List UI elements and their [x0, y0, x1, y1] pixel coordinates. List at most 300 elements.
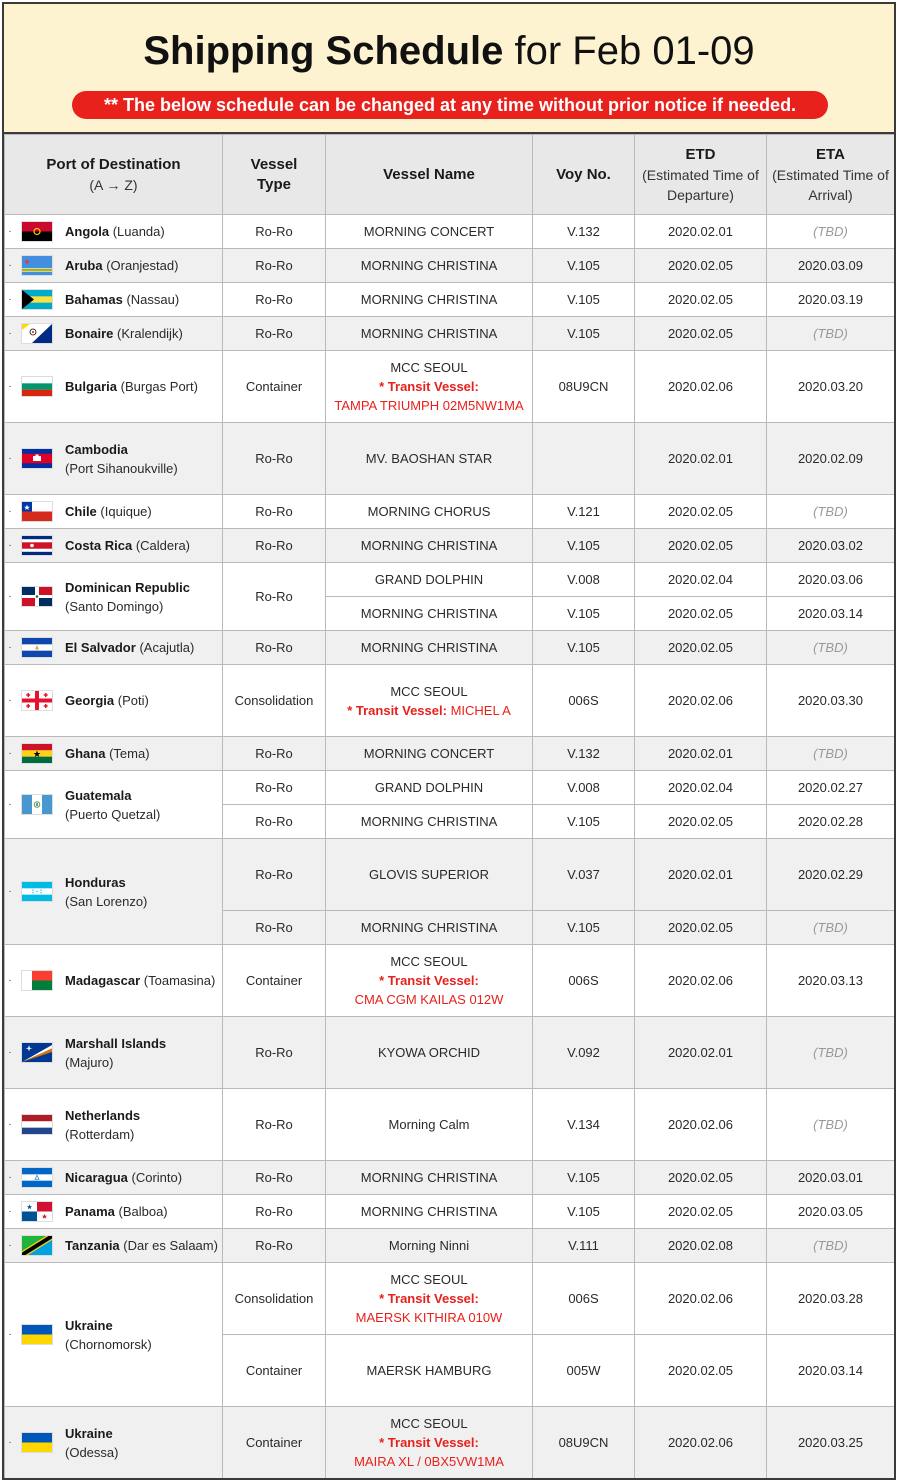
vessel-name [326, 665, 533, 737]
country-name: Honduras [65, 874, 126, 890]
bullet: · [8, 381, 12, 392]
vessel-name [326, 249, 533, 283]
table-row [5, 631, 895, 665]
vessel-name [326, 1161, 533, 1195]
transit-vessel [347, 703, 511, 718]
voyage-number: V.105 [533, 249, 635, 283]
city-name: (Poti) [117, 693, 149, 708]
bullet: · [8, 328, 12, 339]
eta-date [767, 1089, 895, 1161]
etd-date: 2020.02.05 [635, 249, 767, 283]
eta-date [767, 317, 895, 351]
vessel-main: MORNING CHRISTINA [360, 1170, 498, 1185]
port-cell [5, 215, 223, 249]
port-name [65, 638, 194, 657]
vessel-type: Ro-Ro [223, 911, 326, 945]
page-title [4, 28, 894, 74]
transit-name: MICHEL A [450, 702, 511, 718]
city-name: (Toamasina) [143, 973, 216, 988]
vessel-main: KYOWA ORCHID [377, 1045, 481, 1060]
port-cell [5, 249, 223, 283]
bullet: · [8, 1172, 12, 1183]
eta-date: 2020.03.30 [767, 665, 895, 737]
etd-date: 2020.02.05 [635, 1195, 767, 1229]
etd-date: 2020.02.05 [635, 1161, 767, 1195]
etd-date: 2020.02.04 [635, 771, 767, 805]
vessel-name [326, 1407, 533, 1479]
table-row [5, 1161, 895, 1195]
madagascar-flag-icon [21, 970, 53, 991]
eta-tbd: (TBD) [813, 640, 848, 655]
vessel-type: Ro-Ro [223, 283, 326, 317]
table-row [5, 1195, 895, 1229]
port-cell [5, 737, 223, 771]
notice-banner: ** The below schedule can be changed at any time without prior notice if needed. [72, 91, 828, 119]
vessel-main: GRAND DOLPHIN [374, 572, 484, 587]
city-name: (Nassau) [126, 292, 180, 307]
port-name [65, 256, 178, 275]
eta-date: 2020.03.20 [767, 351, 895, 423]
vessel-name [326, 317, 533, 351]
vessel-name [326, 737, 533, 771]
voyage-number: 006S [533, 945, 635, 1017]
city-name: (Balboa) [118, 1204, 168, 1219]
eta-tbd: (TBD) [813, 1117, 848, 1132]
costarica-flag-icon [21, 535, 53, 556]
transit-vessel [356, 1291, 503, 1325]
vessel-name [326, 839, 533, 911]
city-name: (Dar es Salaam) [123, 1238, 218, 1253]
vessel-type: Ro-Ro [223, 1195, 326, 1229]
port-cell [5, 283, 223, 317]
eta-date [767, 631, 895, 665]
eta-tbd: (TBD) [813, 224, 848, 239]
voyage-number [533, 423, 635, 495]
vessel-type: Consolidation [223, 1263, 326, 1335]
port-cell [5, 1407, 223, 1479]
voyage-number: V.105 [533, 283, 635, 317]
eta-tbd: (TBD) [813, 504, 848, 519]
port-cell [5, 665, 223, 737]
vessel-main: MORNING CHRISTINA [360, 326, 498, 341]
eta-tbd: (TBD) [813, 920, 848, 935]
vessel-type: Ro-Ro [223, 317, 326, 351]
vessel-type: Ro-Ro [223, 805, 326, 839]
etd-date: 2020.02.06 [635, 1089, 767, 1161]
aruba-flag-icon [21, 255, 53, 276]
table-row [5, 771, 895, 805]
eta-date: 2020.03.28 [767, 1263, 895, 1335]
etd-date: 2020.02.06 [635, 1407, 767, 1479]
country-name: Cambodia [65, 441, 128, 457]
city-name: (Iquique) [100, 504, 152, 519]
bullet: · [8, 975, 12, 986]
table-row [5, 665, 895, 737]
voyage-number: V.134 [533, 1089, 635, 1161]
voyage-number: 08U9CN [533, 351, 635, 423]
vessel-name [326, 1195, 533, 1229]
port-name [65, 1316, 152, 1354]
port-cell [5, 771, 223, 839]
col-header-vessel: Vessel Name [326, 135, 533, 215]
table-row [5, 529, 895, 563]
voyage-number: V.037 [533, 839, 635, 911]
country-name: Angola [65, 224, 110, 239]
voyage-number: V.121 [533, 495, 635, 529]
etd-date: 2020.02.01 [635, 1017, 767, 1089]
bullet: · [8, 799, 12, 810]
table-row [5, 1263, 895, 1335]
vessel-name [326, 597, 533, 631]
voyage-number: V.105 [533, 529, 635, 563]
bullet: · [8, 642, 12, 653]
country-name: Bonaire [65, 326, 114, 341]
bullet: · [8, 453, 12, 464]
honduras-flag-icon [21, 881, 53, 902]
transit-vessel [355, 973, 504, 1007]
port-cell [5, 1017, 223, 1089]
vessel-main: MCC SEOUL [390, 683, 468, 699]
city-name: (Burgas Port) [120, 379, 198, 394]
chile-flag-icon [21, 501, 53, 522]
eta-tbd: (TBD) [813, 1238, 848, 1253]
vessel-type: Container [223, 945, 326, 1017]
vessel-type: Ro-Ro [223, 1017, 326, 1089]
vessel-main: MORNING CHRISTINA [360, 538, 498, 553]
vessel-main: MV. BAOSHAN STAR [365, 451, 493, 466]
country-name: Panama [65, 1204, 115, 1219]
port-name [65, 222, 165, 241]
tanzania-flag-icon [21, 1235, 53, 1256]
country-name: Marshall Islands [65, 1035, 167, 1051]
port-name [65, 1106, 140, 1144]
country-name: Chile [65, 504, 97, 519]
vessel-name [326, 945, 533, 1017]
country-name: Aruba [65, 258, 103, 273]
vessel-name [326, 351, 533, 423]
port-cell [5, 631, 223, 665]
schedule-body [5, 215, 895, 1479]
etd-date: 2020.02.06 [635, 945, 767, 1017]
port-name [65, 324, 183, 343]
nicaragua-flag-icon [21, 1167, 53, 1188]
vessel-name [326, 1017, 533, 1089]
etd-date: 2020.02.04 [635, 563, 767, 597]
vessel-main: MORNING CONCERT [363, 746, 495, 761]
vessel-type: Consolidation [223, 665, 326, 737]
col-header-etd: ETD (Estimated Time of Departure) [635, 135, 767, 215]
eta-date: 2020.03.05 [767, 1195, 895, 1229]
vessel-type: Container [223, 1335, 326, 1407]
etd-date: 2020.02.01 [635, 423, 767, 495]
vessel-main: MORNING CHRISTINA [360, 258, 498, 273]
country-name: Georgia [65, 693, 115, 708]
etd-date: 2020.02.05 [635, 911, 767, 945]
table-row [5, 351, 895, 423]
eta-date: 2020.03.14 [767, 597, 895, 631]
etd-date: 2020.02.05 [635, 317, 767, 351]
table-row [5, 1229, 895, 1263]
table-row [5, 249, 895, 283]
port-cell [5, 945, 223, 1017]
port-cell [5, 1195, 223, 1229]
country-name: Guatemala [65, 787, 132, 803]
schedule-sheet [2, 2, 896, 1480]
vessel-name [326, 563, 533, 597]
etd-date: 2020.02.05 [635, 631, 767, 665]
transit-label: * Transit Vessel: [379, 1435, 479, 1450]
city-name: (San Lorenzo) [65, 893, 148, 909]
vessel-main: MORNING CHRISTINA [360, 920, 498, 935]
voyage-number: 005W [533, 1335, 635, 1407]
port-cell [5, 1263, 223, 1407]
eta-date [767, 1229, 895, 1263]
city-name: (Corinto) [131, 1170, 183, 1185]
table-row [5, 283, 895, 317]
voyage-number: 006S [533, 665, 635, 737]
eta-date [767, 737, 895, 771]
bulgaria-flag-icon [21, 376, 53, 397]
netherlands-flag-icon [21, 1114, 53, 1135]
vessel-name [326, 495, 533, 529]
transit-label: * Transit Vessel: [347, 702, 447, 718]
vessel-main: MCC SEOUL [390, 1416, 468, 1431]
port-name [65, 578, 190, 616]
transit-name: MAERSK KITHIRA 010W [355, 1310, 503, 1325]
table-row [5, 945, 895, 1017]
vessel-name [326, 283, 533, 317]
vessel-type: Container [223, 351, 326, 423]
eta-tbd: (TBD) [813, 746, 848, 761]
bullet: · [8, 1437, 12, 1448]
etd-date: 2020.02.05 [635, 283, 767, 317]
country-name: Netherlands [65, 1107, 141, 1123]
city-name: (Rotterdam) [65, 1126, 135, 1142]
eta-date: 2020.03.14 [767, 1335, 895, 1407]
voyage-number: V.105 [533, 631, 635, 665]
port-cell [5, 495, 223, 529]
voyage-number: V.105 [533, 1161, 635, 1195]
col-header-port: Port of Destination (A → Z) [5, 135, 223, 215]
bullet: · [8, 1119, 12, 1130]
country-name: Costa Rica [65, 538, 133, 553]
voyage-number: V.105 [533, 911, 635, 945]
country-name: Dominican Republic [65, 579, 190, 595]
vessel-type: Ro-Ro [223, 215, 326, 249]
bullet: · [8, 1329, 12, 1340]
port-name [65, 1202, 168, 1221]
vessel-type: Ro-Ro [223, 1229, 326, 1263]
table-row [5, 1017, 895, 1089]
port-name [65, 971, 215, 990]
etd-date: 2020.02.06 [635, 665, 767, 737]
eta-date [767, 215, 895, 249]
vessel-main: MORNING CONCERT [363, 224, 495, 239]
vessel-main: MORNING CHRISTINA [360, 814, 498, 829]
port-cell [5, 839, 223, 945]
port-name [65, 502, 152, 521]
port-name [65, 1236, 218, 1255]
vessel-name [326, 1335, 533, 1407]
vessel-main: MCC SEOUL [390, 360, 468, 375]
bahamas-flag-icon [21, 289, 53, 310]
eta-tbd: (TBD) [813, 1045, 848, 1060]
country-name: Ukraine [65, 1317, 113, 1333]
vessel-main: MORNING CHRISTINA [360, 1204, 498, 1219]
voyage-number: V.105 [533, 1195, 635, 1229]
port-name [65, 1168, 182, 1187]
transit-name: CMA CGM KAILAS 012W [354, 992, 504, 1007]
ghana-flag-icon [21, 743, 53, 764]
table-row [5, 423, 895, 495]
vessel-type: Ro-Ro [223, 423, 326, 495]
city-name: (Caldera) [135, 538, 191, 553]
ukraine-flag-icon [21, 1324, 53, 1345]
city-name: (Santo Domingo) [65, 598, 164, 614]
voyage-number: V.105 [533, 317, 635, 351]
vessel-type: Ro-Ro [223, 1161, 326, 1195]
table-row [5, 1089, 895, 1161]
vessel-name [326, 423, 533, 495]
vessel-type: Container [223, 1407, 326, 1479]
voyage-number: V.008 [533, 771, 635, 805]
country-name: Madagascar [65, 973, 141, 988]
table-header-row [5, 135, 895, 215]
transit-label: * Transit Vessel: [379, 1291, 479, 1306]
dominican-flag-icon [21, 586, 53, 607]
bullet: · [8, 506, 12, 517]
vessel-main: GRAND DOLPHIN [374, 780, 484, 795]
table-row [5, 563, 895, 597]
schedule-table [4, 134, 895, 1479]
eta-date [767, 1017, 895, 1089]
port-name [65, 1034, 166, 1072]
port-name [65, 440, 178, 478]
bonaire-flag-icon [21, 323, 53, 344]
bullet: · [8, 1206, 12, 1217]
ukraine-flag-icon [21, 1432, 53, 1453]
city-name: (Acajutla) [139, 640, 195, 655]
transit-name: MAIRA XL / 0BX5VW1MA [354, 1454, 504, 1469]
country-name: Ukraine [65, 1425, 113, 1441]
table-row [5, 839, 895, 911]
city-name: (Luanda) [112, 224, 165, 239]
etd-date: 2020.02.05 [635, 805, 767, 839]
voyage-number: V.092 [533, 1017, 635, 1089]
city-name: (Tema) [109, 746, 150, 761]
title-bold: Shipping Schedule [143, 29, 504, 73]
vessel-main: MCC SEOUL [390, 954, 468, 969]
voyage-number: V.111 [533, 1229, 635, 1263]
port-name [65, 1424, 118, 1462]
port-cell [5, 351, 223, 423]
bullet: · [8, 886, 12, 897]
bullet: · [8, 1047, 12, 1058]
eta-date: 2020.03.25 [767, 1407, 895, 1479]
vessel-name [326, 1089, 533, 1161]
port-cell [5, 1089, 223, 1161]
eta-date: 2020.03.13 [767, 945, 895, 1017]
port-name [65, 691, 149, 710]
port-cell [5, 563, 223, 631]
port-cell [5, 529, 223, 563]
vessel-name [326, 771, 533, 805]
schedule-header [4, 4, 894, 134]
etd-date: 2020.02.01 [635, 737, 767, 771]
transit-name: TAMPA TRIUMPH 02M5NW1MA [334, 398, 524, 413]
vessel-main: MAERSK HAMBURG [366, 1363, 492, 1378]
vessel-main: MORNING CHRISTINA [360, 606, 498, 621]
city-name: (Oranjestad) [106, 258, 179, 273]
city-name: (Kralendijk) [117, 326, 183, 341]
vessel-type: Ro-Ro [223, 1089, 326, 1161]
port-cell [5, 423, 223, 495]
transit-vessel [334, 379, 523, 413]
bullet: · [8, 591, 12, 602]
elsalvador-flag-icon [21, 637, 53, 658]
marshall-flag-icon [21, 1042, 53, 1063]
voyage-number: 006S [533, 1263, 635, 1335]
country-name: El Salvador [65, 640, 136, 655]
bullet: · [8, 294, 12, 305]
transit-label: * Transit Vessel: [379, 379, 479, 394]
vessel-name [326, 529, 533, 563]
vessel-name [326, 215, 533, 249]
etd-date: 2020.02.08 [635, 1229, 767, 1263]
col-header-eta: ETA (Estimated Time of Arrival) [767, 135, 895, 215]
vessel-main: MORNING CHORUS [367, 504, 491, 519]
port-cell [5, 1229, 223, 1263]
vessel-name [326, 1263, 533, 1335]
city-name: (Odessa) [65, 1444, 119, 1460]
table-row [5, 1407, 895, 1479]
vessel-type: Ro-Ro [223, 631, 326, 665]
etd-date: 2020.02.01 [635, 839, 767, 911]
vessel-type: Ro-Ro [223, 839, 326, 911]
port-cell [5, 1161, 223, 1195]
vessel-main: Morning Calm [388, 1117, 470, 1132]
etd-date: 2020.02.05 [635, 495, 767, 529]
transit-label: * Transit Vessel: [379, 973, 479, 988]
eta-date [767, 495, 895, 529]
voyage-number: V.105 [533, 597, 635, 631]
eta-tbd: (TBD) [813, 326, 848, 341]
col-header-type: Vessel Type [223, 135, 326, 215]
vessel-name [326, 911, 533, 945]
country-name: Ghana [65, 746, 106, 761]
vessel-name [326, 1229, 533, 1263]
vessel-type: Ro-Ro [223, 737, 326, 771]
eta-date: 2020.03.06 [767, 563, 895, 597]
eta-date: 2020.02.09 [767, 423, 895, 495]
col-header-voy: Voy No. [533, 135, 635, 215]
port-name [65, 290, 179, 309]
vessel-type: Ro-Ro [223, 529, 326, 563]
vessel-main: MORNING CHRISTINA [360, 640, 498, 655]
title-date-range: for Feb 01-09 [514, 29, 755, 73]
voyage-number: V.132 [533, 215, 635, 249]
etd-date: 2020.02.06 [635, 351, 767, 423]
georgia-flag-icon [21, 690, 53, 711]
port-name [65, 536, 190, 555]
voyage-number: 08U9CN [533, 1407, 635, 1479]
vessel-main: Morning Ninni [388, 1238, 470, 1253]
table-row [5, 737, 895, 771]
etd-date: 2020.02.06 [635, 1263, 767, 1335]
country-name: Bahamas [65, 292, 123, 307]
etd-date: 2020.02.05 [635, 529, 767, 563]
bullet: · [8, 1240, 12, 1251]
